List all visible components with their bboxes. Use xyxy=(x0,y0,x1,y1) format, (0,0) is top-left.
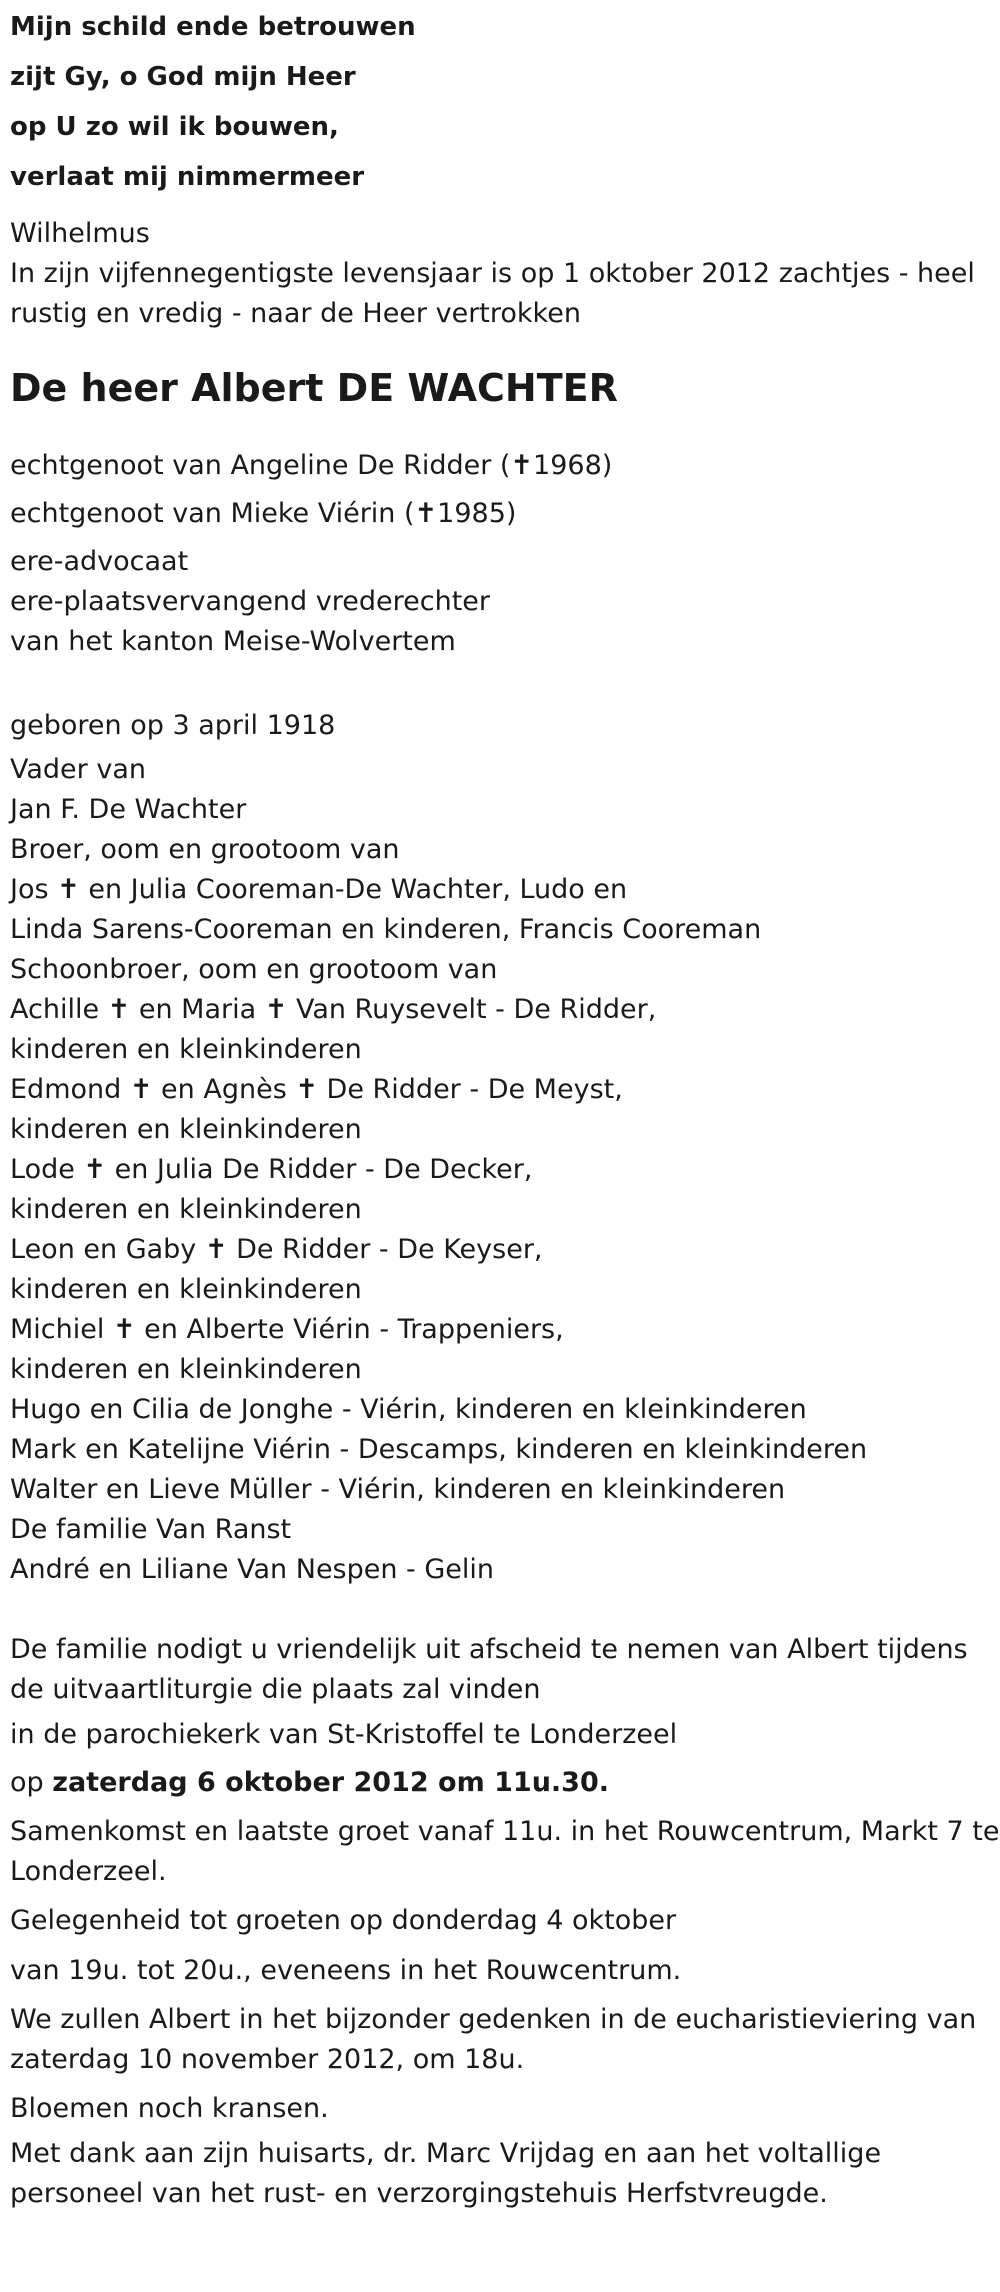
family-line: Schoonbroer, oom en grootoom van xyxy=(10,954,498,985)
viewing-day: Gelegenheid tot groeten op donderdag 4 oktober xyxy=(10,1905,677,1936)
professional-titles xyxy=(10,542,1000,662)
title-line: ere-advocaat xyxy=(10,546,189,577)
memorial-line: zaterdag 10 november 2012, om 18u. xyxy=(10,2044,525,2075)
family-line: Jos ✝ en Julia Cooreman-De Wachter, Ludo en xyxy=(10,874,628,905)
thanks-line: personeel van het rust- en verzorgingstehuis Herfstvreugde. xyxy=(10,2178,828,2209)
flowers-note: Bloemen noch kransen. xyxy=(10,2093,329,2124)
family-line: Lode ✝ en Julia De Ridder - De Decker, xyxy=(10,1154,533,1185)
family-line: Linda Sarens-Cooreman en kinderen, Francis Cooreman xyxy=(10,914,762,945)
poem-source: Wilhelmus xyxy=(10,218,150,249)
family-line: Walter en Lieve Müller - Viérin, kinderen en kleinkinderen xyxy=(10,1474,786,1505)
gathering-line: Londerzeel. xyxy=(10,1856,167,1887)
family-line: Hugo en Cilia de Jonghe - Viérin, kinderen en kleinkinderen xyxy=(10,1394,807,1425)
family-line: kinderen en kleinkinderen xyxy=(10,1354,362,1385)
family-line: Mark en Katelijne Viérin - Descamps, kinderen en kleinkinderen xyxy=(10,1434,868,1465)
intro-line: In zijn vijfennegentigste levensjaar is op 1 oktober 2012 zachtjes - heel xyxy=(10,258,975,289)
family-line: André en Liliane Van Nespen - Gelin xyxy=(10,1554,495,1585)
invitation-line: de uitvaartliturgie die plaats zal vinden xyxy=(10,1674,541,1705)
church-location: in de parochiekerk van St-Kristoffel te Londerzeel xyxy=(10,1719,678,1750)
poem xyxy=(10,0,1000,202)
memorial-mass xyxy=(10,2000,1000,2080)
title-line: ere-plaatsvervangend vrederechter xyxy=(10,586,490,617)
family-line: Achille ✝ en Maria ✝ Van Ruysevelt - De Ridder, xyxy=(10,994,657,1025)
thanks xyxy=(10,2134,1000,2214)
family-list xyxy=(10,750,1000,1590)
birth-date: geboren op 3 april 1918 xyxy=(10,710,336,741)
title-line: van het kanton Meise-Wolvertem xyxy=(10,626,456,657)
service-date xyxy=(10,1760,1000,1806)
family-line: Edmond ✝ en Agnès ✝ De Ridder - De Meyst, xyxy=(10,1074,623,1105)
family-line: kinderen en kleinkinderen xyxy=(10,1274,362,1305)
thanks-line: Met dank aan zijn huisarts, dr. Marc Vrijdag en aan het voltallige xyxy=(10,2138,882,2169)
invitation xyxy=(10,1630,1000,1710)
service-date-prefix: op xyxy=(10,1767,53,1798)
gathering xyxy=(10,1812,1000,1892)
memorial-line: We zullen Albert in het bijzonder gedenken in de eucharistieviering van xyxy=(10,2004,977,2035)
service-date-time: zaterdag 6 oktober 2012 om 11u.30. xyxy=(52,1767,610,1798)
poem-line: Mijn schild ende betrouwen xyxy=(10,12,416,42)
deceased-name: De heer Albert DE WACHTER xyxy=(10,366,618,410)
gathering-line: Samenkomst en laatste groet vanaf 11u. in het Rouwcentrum, Markt 7 te xyxy=(10,1816,1000,1847)
spouses xyxy=(10,442,1000,538)
viewing-time: van 19u. tot 20u., eveneens in het Rouwcentrum. xyxy=(10,1955,682,1986)
poem-line: verlaat mij nimmermeer xyxy=(10,162,365,192)
family-line: Jan F. De Wachter xyxy=(10,794,247,825)
family-line: Vader van xyxy=(10,754,146,785)
family-line: kinderen en kleinkinderen xyxy=(10,1034,362,1065)
intro xyxy=(10,254,1000,334)
poem-line: zijt Gy, o God mijn Heer xyxy=(10,62,356,92)
spouse-line: echtgenoot van Angeline De Ridder (✝1968) xyxy=(10,450,613,481)
spouse-line: echtgenoot van Mieke Viérin (✝1985) xyxy=(10,498,517,529)
poem-line: op U zo wil ik bouwen, xyxy=(10,112,339,142)
family-line: kinderen en kleinkinderen xyxy=(10,1194,362,1225)
family-line: Michiel ✝ en Alberte Viérin - Trappeniers, xyxy=(10,1314,564,1345)
family-line: kinderen en kleinkinderen xyxy=(10,1114,362,1145)
family-line: Broer, oom en grootoom van xyxy=(10,834,400,865)
family-line: Leon en Gaby ✝ De Ridder - De Keyser, xyxy=(10,1234,543,1265)
family-line: De familie Van Ranst xyxy=(10,1514,292,1545)
intro-line: rustig en vredig - naar de Heer vertrokken xyxy=(10,298,581,329)
invitation-line: De familie nodigt u vriendelijk uit afscheid te nemen van Albert tijdens xyxy=(10,1634,968,1665)
